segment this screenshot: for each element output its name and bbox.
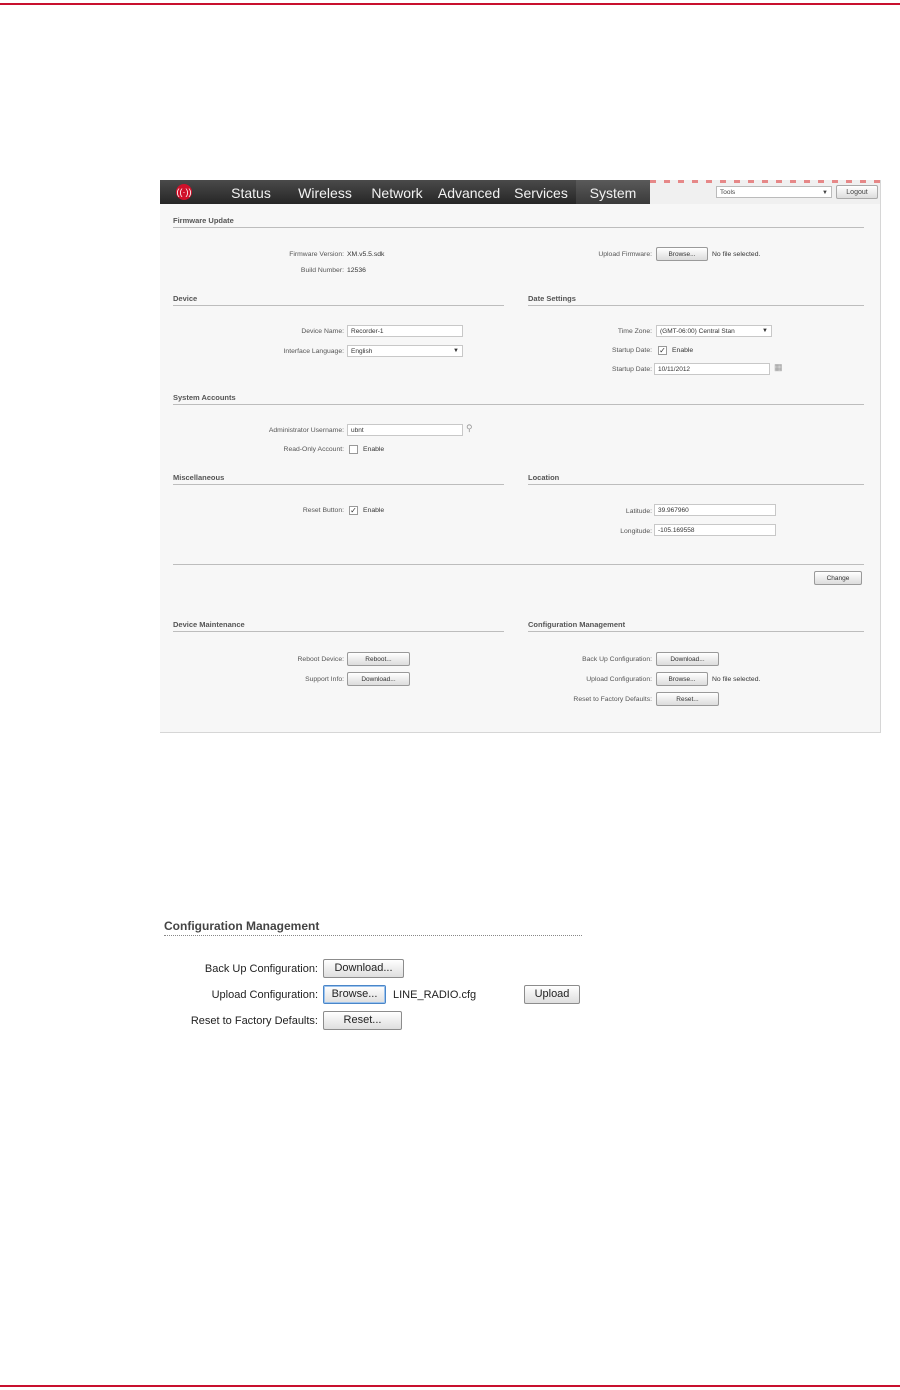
read-only-account-label: Read-Only Account:	[283, 446, 344, 453]
section-divider	[173, 631, 504, 632]
support-info-download-button[interactable]: Download...	[347, 672, 410, 686]
reset-button-checkbox[interactable]: ✓	[350, 506, 357, 515]
device-title: Device	[173, 294, 198, 303]
tab-system[interactable]: System	[576, 180, 650, 204]
nav-decor-strip	[650, 180, 880, 183]
date-settings-title: Date Settings	[528, 294, 576, 303]
tab-network[interactable]: Network	[371, 185, 423, 201]
section-divider	[173, 227, 864, 228]
time-zone-select[interactable]	[656, 325, 772, 337]
reset-button-enable-text: Enable	[363, 507, 385, 514]
admin-username-label: Administrator Username:	[268, 427, 344, 434]
latitude-label: Latitude:	[625, 508, 652, 515]
reset-button-label: Reset Button:	[302, 507, 344, 514]
startup-date-checkbox[interactable]: ✓	[659, 346, 666, 355]
startup-date-enable-text: Enable	[672, 347, 694, 354]
detail-selected-file: LINE_RADIO.cfg	[393, 989, 477, 1001]
device-name-label: Device Name:	[301, 328, 344, 335]
reboot-button[interactable]: Reboot...	[347, 652, 410, 666]
detail-reset-button[interactable]: Reset...	[323, 1011, 402, 1030]
location-title: Location	[528, 473, 560, 482]
startup-date-input[interactable]: 10/11/2012	[654, 363, 770, 375]
calendar-icon[interactable]: ▦	[774, 362, 783, 372]
detail-backup-label: Back Up Configuration:	[204, 963, 318, 975]
build-number-value: 12536	[347, 267, 366, 274]
detail-upload-label: Upload Configuration:	[211, 989, 318, 1001]
reset-factory-button[interactable]: Reset...	[656, 692, 719, 706]
tools-select-value: Tools	[720, 189, 736, 196]
chevron-down-icon: ▼	[822, 190, 828, 196]
tab-services[interactable]: Services	[514, 185, 568, 201]
page-top-rule	[0, 3, 900, 5]
reset-factory-label: Reset to Factory Defaults:	[573, 696, 652, 703]
section-divider	[173, 564, 864, 565]
change-button[interactable]: Change	[814, 571, 862, 585]
section-divider	[528, 484, 864, 485]
startup-date-enable-label: Startup Date:	[611, 347, 652, 354]
tab-status[interactable]: Status	[231, 185, 271, 201]
detail-title: Configuration Management	[164, 919, 320, 933]
tools-select[interactable]	[716, 186, 832, 198]
system-accounts-title: System Accounts	[173, 393, 236, 402]
interface-language-select[interactable]	[347, 345, 463, 357]
firmware-browse-button[interactable]: Browse...	[656, 247, 708, 261]
time-zone-value: (GMT-06:00) Central Stan	[660, 328, 735, 335]
startup-date-label: Startup Date:	[611, 366, 652, 373]
chevron-down-icon: ▼	[762, 328, 768, 334]
device-name-input[interactable]: Recorder-1	[347, 325, 463, 337]
detail-divider	[164, 935, 582, 936]
device-maintenance-title: Device Maintenance	[173, 620, 245, 629]
time-zone-label: Time Zone:	[617, 328, 652, 335]
section-divider	[173, 305, 504, 306]
support-info-label: Support Info:	[305, 676, 344, 683]
section-divider	[173, 404, 864, 405]
read-only-enable-text: Enable	[363, 446, 385, 453]
detail-reset-label: Reset to Factory Defaults:	[190, 1015, 318, 1027]
airos-logo-icon: ((·))	[176, 184, 192, 200]
chevron-down-icon: ▼	[453, 348, 459, 354]
miscellaneous-title: Miscellaneous	[173, 473, 225, 482]
config-management-detail	[160, 912, 600, 1042]
firmware-version-label: Firmware Version:	[289, 251, 344, 258]
firmware-no-file-text: No file selected.	[712, 251, 761, 258]
read-only-account-checkbox[interactable]	[349, 445, 358, 454]
upload-firmware-label: Upload Firmware:	[598, 251, 652, 258]
firmware-version-value: XM.v5.5.sdk	[347, 251, 385, 258]
page-bottom-rule	[0, 1385, 900, 1387]
nav-tabs-area	[160, 180, 650, 204]
admin-username-input[interactable]: ubnt	[347, 424, 463, 436]
backup-config-label: Back Up Configuration:	[582, 656, 652, 663]
configuration-management-title: Configuration Management	[528, 620, 626, 629]
tab-wireless[interactable]: Wireless	[298, 185, 352, 201]
firmware-update-title: Firmware Update	[173, 216, 234, 225]
section-divider	[528, 305, 864, 306]
backup-config-download-button[interactable]: Download...	[656, 652, 719, 666]
section-divider	[173, 484, 504, 485]
detail-browse-button[interactable]: Browse...	[323, 985, 386, 1004]
config-browse-button[interactable]: Browse...	[656, 672, 708, 686]
interface-language-label: Interface Language:	[283, 348, 344, 355]
tab-advanced[interactable]: Advanced	[437, 185, 501, 201]
longitude-label: Longitude:	[620, 528, 652, 535]
system-tab-screenshot	[160, 180, 881, 733]
top-nav-bar	[160, 180, 880, 204]
section-divider	[528, 631, 864, 632]
interface-language-value: English	[351, 348, 373, 355]
reboot-device-label: Reboot Device:	[297, 656, 344, 663]
detail-download-button[interactable]: Download...	[323, 959, 404, 978]
upload-config-label: Upload Configuration:	[586, 676, 652, 683]
latitude-input[interactable]: 39.967960	[654, 504, 776, 516]
detail-upload-button[interactable]: Upload	[524, 985, 580, 1004]
logout-button[interactable]: Logout	[836, 185, 878, 199]
config-no-file-text: No file selected.	[712, 676, 761, 683]
build-number-label: Build Number:	[300, 267, 344, 274]
key-icon[interactable]: ⚲	[466, 423, 473, 433]
longitude-input[interactable]: -105.169558	[654, 524, 776, 536]
